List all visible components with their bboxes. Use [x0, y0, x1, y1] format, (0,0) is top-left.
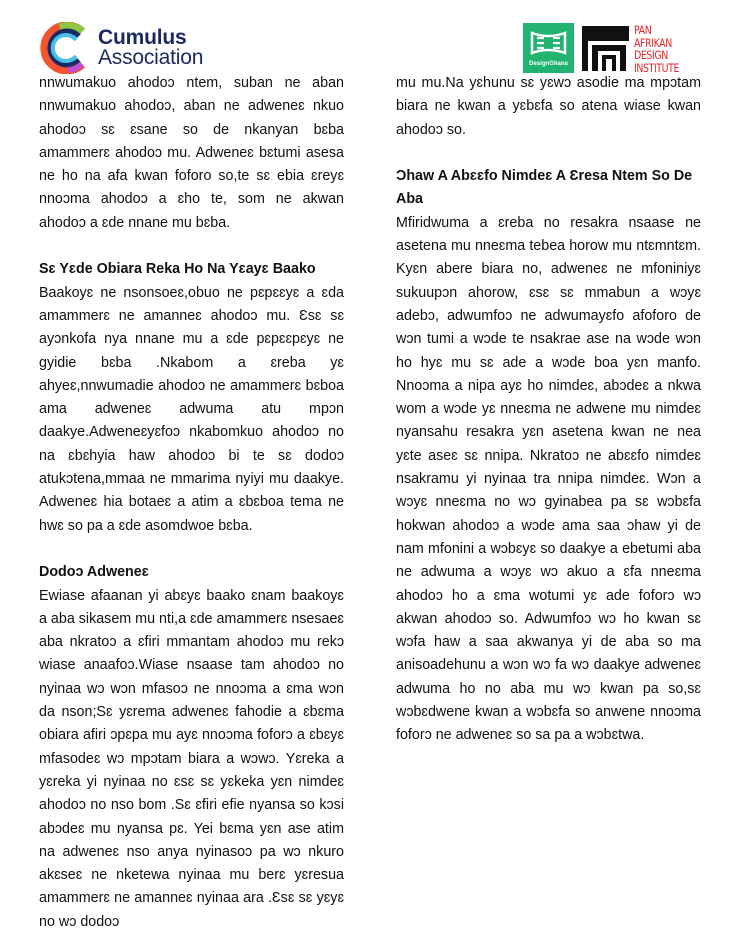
- intro-paragraph: nnwumakuo ahodoɔ ntem, suban ne aban nnwumakuo ahodoɔ, aban ne adweneɛ nkuo ahodoɔ sɛ ɛsane so de nkanyan bɛba amammerɛ ahodoɔ mu. Adweneɛ bɛtumi asesa ne ho na afa kwan foforo so,te sɛ ebia ɛreyɛ nnoɔma ahodoɔ a ɛho te, som ne akwan ahodoɔ a ɛde nnane mu bɛba.: [39, 75, 344, 231]
- left-column: [39, 72, 344, 934]
- designghana-label: DesignGhana: [529, 61, 568, 67]
- section-body: Baakoyɛ ne nsonsoeɛ,obuo ne pɛpɛɛyɛ a ɛda amammerɛ ne amanneɛ ahodoɔ mu. Ɛsɛ sɛ ayɔnkofa nya nnane mu a ɛde pɛpɛɛpɛyɛ ne gyidie bɛba .Nkabom a ɛreba yɛ ahyeɛ,nnwumadie ahodoɔ ne amammerɛ bɛboa ama adweneɛ adwuma atu mpɔn daakye.Adweneɛyɛfoɔ nkabomkuo ahodoɔ no na ɛbɛhyia haw ahodoɔ bi te sɛ dodoɔ atukɔtena,mmaa ne mmarima nyiyi mu daakye. Adweneɛ hia botaeɛ a atim a ɛbɛboa tema ne hwɛ so pa a ɛde asomdwoe bɛba.: [39, 284, 344, 534]
- designghana-mark-icon: [529, 29, 568, 57]
- logo-text-association: Association: [98, 46, 204, 69]
- designghana-logo: [523, 23, 574, 73]
- padi-glyph-icon: [580, 23, 632, 75]
- cumulus-c-logo-icon: [38, 22, 94, 74]
- section-heading: Ɔhaw A Abɛɛfo Nimdeɛ A Ɛresa Ntem So De Aba: [396, 168, 693, 208]
- section-heading: Sɛ Yɛde Obiara Reka Ho Na Yɛayɛ Baako: [39, 261, 316, 278]
- section-heading: Dodoɔ Adweneɛ: [39, 564, 149, 581]
- page-header: [0, 0, 736, 80]
- cumulus-association-logo: [38, 22, 203, 74]
- continuation-paragraph: mu mu.Na yɛhunu sɛ yɛwɔ asodie ma mpɔtam biara ne kwan a yɛbɛfa so atena wiase kwan ahodoɔ so.: [396, 75, 701, 138]
- section-body: Mfiridwuma a ɛreba no resakra nsaase ne asetena mu nneɛma tebea horow mu ntɛmntɛm. Kyɛn abere biara no, adweneɛ ne mfoniniyɛ sukuupɔn ahorow, ɛsɛ sɛ mmabun a wɔyɛ adebɔ, adwumfoɔ ne adwumayɛfo afoforo de wɔn tumi a wɔde te nsakrae ase na wɔde wɔn ho hyɛ mu sɛ ade a wɔde boa yɛn manfo. Nnoɔma a nipa ayɛ ho nimdeɛ, abɔdeɛ a nkwa wom a wɔde yɛ nneɛma ne adwene mu nimdeɛ nyansahu resakra yɛn asetena kwan ne nea yɛte aseɛ sɛ nnipa. Nkratoɔ ne abɛɛfo nimdeɛ nsakramu yi nyinaa tra nnipa nimdeɛ. Wɔn a wɔyɛ nneɛma no wɔ gyinabea pa sɛ wɔbɛfa hokwan ahodoɔ a wɔde ama saa ɔhaw yi de nam mfonini a wɔbɛyɛ so daakye a ebetumi aba ne adwuma a wɔyɛ wɔ akuo a ɛfa nneɛma ahodoɔ ho a ɛma wotumi yɛ ade foforɔ wɔ akwan ahodoɔ so. Adwumfoɔ wɔ ho kwan sɛ wɔfa haw a saa akwanya yi de aba so ma anisoadehunu a wɔn wɔ fa wɔ daakye adweneɛ adwuma ho no aba mu wɔ kwan pa so,sɛ wɔbɛdwene kwan a wɔbɛfa so anwene nnoɔma foforɔ ne adweneɛ so sa pa a wɔbɛtwa.: [396, 214, 701, 744]
- section-body: Ewiase afaanan yi abɛyɛ baako ɛnam baakoyɛ a aba sikasem mu nti,a ɛde amammerɛ nsesaeɛ aba nkratoɔ a ɛfiri mmantam ahodoɔ mu rekɔ wiase anaafoɔ.Wiase nsaase tam ahodoɔ no nyinaa wɔ wɔn mfasoɔ ne nnoɔma a ɛma wɔn da nson;Sɛ yɛrema adweneɛ fahodie a ɛbɛma obiara afiri ɔpɛpa mu ayɛ nnoɔma foforɔ a ɛbɛyɛ mfasodeɛ wɔ mpɔtam biara a wɔwɔ. Yɛreka a yɛreka yi nyinaa no ɛsɛ sɛ yɛkeka yɛn nimdeɛ ahodoɔ no nso bom .Sɛ ɛfiri efie nyansa so kɔsi abɔdeɛ mu nyansa pɛ. Yei bɛma yɛn ase atim na adweneɛ nso anya nyinasoɔ pa wɔ nkuro akɛseɛ ne nketewa nyinaa mu berɛ yɛresua amammerɛ ne amanneɛ nyinaa ara .Ɛsɛ sɛ yɛyɛ no wɔ dodoɔ: [39, 587, 344, 930]
- right-column: [396, 72, 701, 748]
- padi-wordmark: PAN AFRIKAN DESIGN INSTITUTE: [634, 23, 680, 75]
- logo-text-cumulus: Cumulus: [98, 26, 187, 49]
- pan-afrikan-design-institute-logo: [580, 23, 684, 75]
